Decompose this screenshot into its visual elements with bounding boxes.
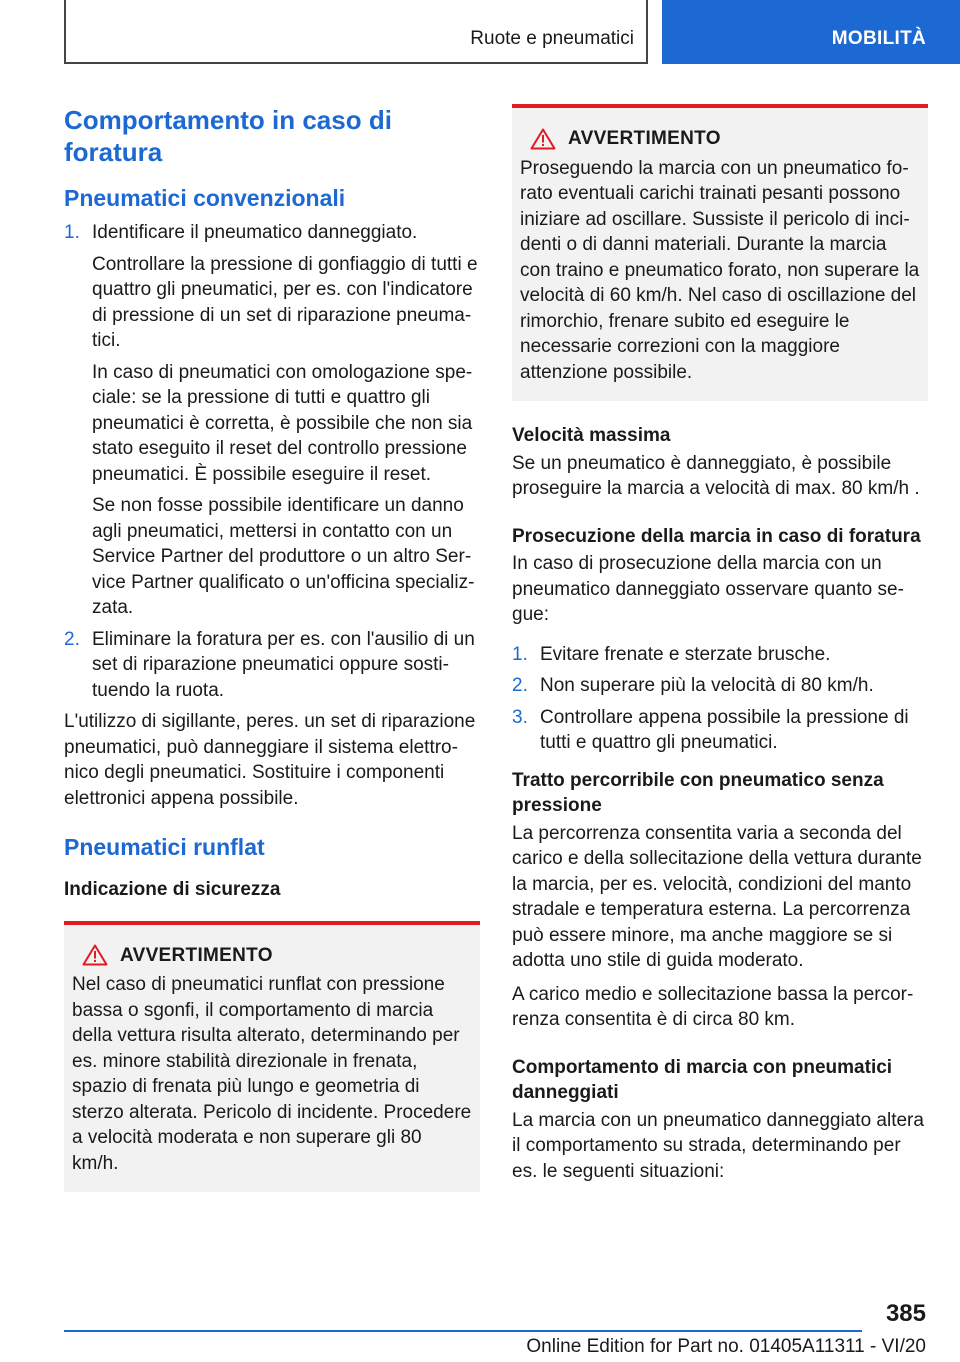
list-item (64, 627, 480, 704)
header-chapter-tab (662, 0, 960, 64)
header-chapter-title: MOBILITÀ (831, 28, 926, 49)
step-text: Controllare appena possibile la pressione di tutti e quattro gli pneumatici. (540, 706, 909, 753)
list-item (512, 673, 928, 699)
max-speed-heading: Velocità massima (512, 425, 671, 446)
safety-heading: Indicazione di sicurezza (64, 879, 281, 900)
step-number: 3. (512, 706, 528, 728)
warning-box-trailer (512, 104, 928, 401)
warning-triangle-icon (530, 128, 556, 150)
page-number: 385 (885, 1300, 926, 1327)
conventional-tires-heading: Pneumatici convenzionali (64, 185, 346, 211)
list-item (512, 642, 928, 668)
footer-edition: Online Edition for Part no. 01405A11311 - VI/20 (526, 1336, 926, 1357)
step-text: Evitare frenate e sterzate brusche. (540, 643, 831, 665)
page-title: Comportamento in caso di foratura (64, 105, 392, 167)
step-text: Non superare più la velocità di 80 km/h. (540, 675, 874, 696)
runflat-heading: Pneumatici runflat (64, 834, 265, 860)
header-section-title: Ruote e pneumatici (470, 28, 634, 49)
range-text-average: A carico medio e sollecitazione bassa la percorrenza consentita è di circa 80 km. (512, 983, 914, 1030)
step-text: Controllare la pressione di gonfiaggio di tutti e quattro gli pneumatici, per es. con l'indicatore di pressione di un set di riparazione pneumatici. (92, 253, 478, 351)
continue-driving-text: In caso di prosecuzione della marcia con un pneumatico danneggiato osservare quanto segue: (512, 553, 904, 625)
list-item (512, 705, 928, 756)
range-text: La percorrenza consentita varia a seconda del carico e della sollecitazione della vettura durante la marcia, per es. velocità, condizioni del manto stradale e temperatura esterna. La percorrenza può essere minore, ma anche maggiore se si adotta uno stile di guida moderato. (512, 822, 922, 971)
continue-driving-heading: Prosecuzione della marcia in caso di foratura (512, 525, 921, 547)
step-text: Se non fosse possibile identificare un danno agli pneumatici, mettersi in contatto con un Service Partner del produttore o un altro Service Partner qualificato o un'officina specializzata. (92, 495, 475, 618)
right-column (512, 104, 928, 1192)
list-item (64, 220, 480, 621)
conventional-steps-list (64, 220, 480, 703)
step-text: Identificare il pneumatico danneggiato. (92, 222, 418, 243)
step-number: 2. (512, 675, 528, 696)
step-number: 1. (512, 643, 528, 665)
behavior-heading: Comportamento di marcia con pneumatici danneggiati (512, 1056, 893, 1103)
warning-triangle-icon (82, 944, 108, 966)
warning-title: AVVERTIMENTO (120, 944, 273, 966)
warning-text: Proseguendo la marcia con un pneumatico forato eventuali carichi trainati pesanti possono iniziare ad oscillare. Sussiste il pericolo di incidenti o di danni materiali. Durante la marcia con traino e pneumatico forato, non superare la velocità di 60 km/h. Nel caso di oscillazione del rimorchio, frenare subito ed eseguire le necessarie correzioni con la maggiore attenzione possibile. (520, 157, 920, 383)
continue-steps-list (512, 642, 928, 756)
header-section-box (64, 0, 648, 64)
range-heading: Tratto percorribile con pneumatico senza pressione (512, 769, 884, 816)
step-text: Eliminare la foratura per es. con l'ausilio di un set di riparazione pneumatici oppure sostituendo la ruota. (92, 628, 475, 701)
sealant-note: L'utilizzo di sigillante, peres. un set di riparazione pneumatici, può danneggiare il sistema elettronico degli pneumatici. Sostituire i componenti elettronici appena possibile. (64, 711, 476, 809)
footer-divider (64, 1330, 862, 1332)
warning-title: AVVERTIMENTO (568, 128, 721, 149)
warning-box-runflat (64, 921, 480, 1193)
step-text: In caso di pneumatici con omologazione speciale: se la pressione di tutti e quattro gli pneumatici è corretta, è possibile che non sia stato eseguito il reset del controllo pressione pneumatici. È possibile eseguire il reset. (92, 361, 473, 485)
warning-text: Nel caso di pneumatici runflat con pressione bassa o sgonfi, il comportamento di marcia della vettura risulta alterato, determinando per es. minore stabilità direzionale in frenata, spazio di frenata più lungo e geometria di sterzo alterata. Pericolo di incidente. Procedere a velocità moderata e non superare gli 80 km/h. (72, 974, 472, 1174)
max-speed-text: Se un pneumatico è danneggiato, è possibile proseguire la marcia a velocità di max. 80 km/h . (512, 452, 920, 499)
step-number: 1. (64, 222, 80, 243)
step-number: 2. (64, 628, 80, 650)
behavior-text: La marcia con un pneumatico danneggiato altera il comportamento su strada, determinando per es. le seguenti situazioni: (512, 1109, 924, 1182)
left-column (64, 104, 480, 1208)
